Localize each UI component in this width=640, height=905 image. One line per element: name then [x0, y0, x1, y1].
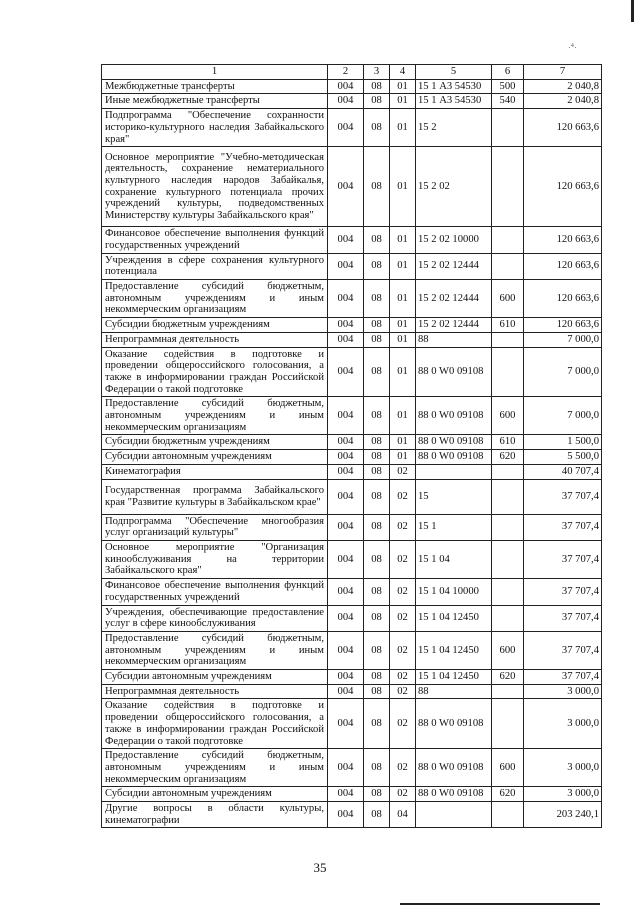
row-section-code: 08	[364, 332, 390, 347]
row-subsection-code: 01	[390, 94, 416, 109]
row-target-code: 15 2 02 12444	[416, 318, 492, 333]
row-target-code: 88 0 W0 09108	[416, 699, 492, 749]
row-ministry-code: 004	[328, 147, 364, 227]
row-target-code: 15 1 04	[416, 540, 492, 578]
table-row	[102, 579, 602, 605]
row-target-code: 88 0 W0 09108	[416, 749, 492, 787]
row-section-code: 08	[364, 579, 390, 605]
row-ministry-code: 004	[328, 684, 364, 699]
row-subsection-code: 02	[390, 684, 416, 699]
row-subsection-code: 01	[390, 109, 416, 147]
row-amount: 120 663,6	[524, 147, 602, 227]
table-row	[102, 464, 602, 479]
row-subsection-code: 01	[390, 332, 416, 347]
row-ministry-code: 004	[328, 253, 364, 279]
row-subsection-code: 01	[390, 347, 416, 397]
row-subsection-code: 02	[390, 579, 416, 605]
table-row	[102, 79, 602, 94]
row-ministry-code: 004	[328, 464, 364, 479]
row-amount: 3 000,0	[524, 684, 602, 699]
row-target-code: 15 1 04 12450	[416, 605, 492, 631]
row-ministry-code: 004	[328, 109, 364, 147]
header-col-2: 2	[328, 65, 364, 80]
table-row	[102, 318, 602, 333]
row-subsection-code: 02	[390, 787, 416, 802]
row-name: Оказание содействия в подготовке и проведении общероссийского голосования, а также в информировании граждан Российской Федерации о такой подготовке	[102, 699, 328, 749]
row-amount: 37 707,4	[524, 670, 602, 685]
table-row	[102, 749, 602, 787]
row-section-code: 08	[364, 253, 390, 279]
header-col-1: 1	[102, 65, 328, 80]
row-expense-type	[492, 699, 524, 749]
row-ministry-code: 004	[328, 699, 364, 749]
page-edge-mark	[631, 0, 634, 22]
row-amount: 40 707,4	[524, 464, 602, 479]
row-subsection-code: 01	[390, 147, 416, 227]
row-ministry-code: 004	[328, 227, 364, 253]
row-subsection-code: 02	[390, 631, 416, 669]
row-name: Предоставление субсидий бюджетным, автономным учреждениям и иным некоммерческим организациям	[102, 749, 328, 787]
row-subsection-code: 02	[390, 540, 416, 578]
row-subsection-code: 02	[390, 670, 416, 685]
table-row	[102, 332, 602, 347]
row-expense-type: 620	[492, 670, 524, 685]
header-col-4: 4	[390, 65, 416, 80]
row-subsection-code: 01	[390, 79, 416, 94]
row-amount: 37 707,4	[524, 605, 602, 631]
table-row	[102, 540, 602, 578]
row-section-code: 08	[364, 94, 390, 109]
table-row	[102, 253, 602, 279]
row-name: Предоставление субсидий бюджетным, автономным учреждениям и иным некоммерческим организациям	[102, 280, 328, 318]
row-name: Непрограммная деятельность	[102, 332, 328, 347]
row-name: Основное мероприятие "Организация кинообслуживания на территории Забайкальского края"	[102, 540, 328, 578]
row-target-code: 15 2 02 10000	[416, 227, 492, 253]
row-expense-type	[492, 147, 524, 227]
row-expense-type	[492, 579, 524, 605]
row-ministry-code: 004	[328, 332, 364, 347]
table-row	[102, 397, 602, 435]
table-row	[102, 94, 602, 109]
row-amount: 3 000,0	[524, 787, 602, 802]
row-expense-type: 620	[492, 787, 524, 802]
row-expense-type	[492, 464, 524, 479]
row-amount: 37 707,4	[524, 479, 602, 514]
row-subsection-code: 01	[390, 280, 416, 318]
row-ministry-code: 004	[328, 579, 364, 605]
row-amount: 120 663,6	[524, 109, 602, 147]
row-name: Оказание содействия в подготовке и проведении общероссийского голосования, а также в информировании граждан Российской Федерации о такой подготовке	[102, 347, 328, 397]
row-section-code: 08	[364, 605, 390, 631]
row-amount: 37 707,4	[524, 631, 602, 669]
row-target-code: 15 1	[416, 514, 492, 540]
row-expense-type	[492, 540, 524, 578]
table-row	[102, 450, 602, 465]
row-section-code: 08	[364, 435, 390, 450]
table-row	[102, 479, 602, 514]
row-name: Основное мероприятие "Учебно-методическая деятельность, сохранение нематериального культурного наследия народов Забайкалья, сохранение культурного потенциала прочих учреждений культуры, подведомственных Министерству культуры Забайкальского края"	[102, 147, 328, 227]
table-row	[102, 802, 602, 828]
row-ministry-code: 004	[328, 479, 364, 514]
row-ministry-code: 004	[328, 280, 364, 318]
budget-table	[101, 64, 602, 828]
row-name: Субсидии автономным учреждениям	[102, 787, 328, 802]
row-section-code: 08	[364, 347, 390, 397]
row-ministry-code: 004	[328, 540, 364, 578]
row-name: Субсидии автономным учреждениям	[102, 670, 328, 685]
table-row	[102, 147, 602, 227]
row-section-code: 08	[364, 699, 390, 749]
row-name: Межбюджетные трансферты	[102, 79, 328, 94]
row-subsection-code: 01	[390, 450, 416, 465]
row-amount: 37 707,4	[524, 579, 602, 605]
row-target-code: 88 0 W0 09108	[416, 435, 492, 450]
row-target-code: 15 2 02	[416, 147, 492, 227]
header-col-7: 7	[524, 65, 602, 80]
row-section-code: 08	[364, 684, 390, 699]
row-expense-type	[492, 514, 524, 540]
row-expense-type: 540	[492, 94, 524, 109]
row-expense-type	[492, 605, 524, 631]
row-amount: 2 040,8	[524, 94, 602, 109]
row-name: Подпрограмма "Обеспечение сохранности историко-культурного наследия Забайкальского края"	[102, 109, 328, 147]
row-target-code: 15 1 04 10000	[416, 579, 492, 605]
row-name: Субсидии бюджетным учреждениям	[102, 435, 328, 450]
row-name: Финансовое обеспечение выполнения функций государственных учреждений	[102, 579, 328, 605]
scan-mark: ·$^4$·	[568, 42, 577, 53]
row-subsection-code: 01	[390, 435, 416, 450]
row-target-code: 88 0 W0 09108	[416, 347, 492, 397]
row-ministry-code: 004	[328, 450, 364, 465]
row-name: Предоставление субсидий бюджетным, автономным учреждениям и иным некоммерческим организациям	[102, 397, 328, 435]
table-header-row	[102, 65, 602, 80]
row-ministry-code: 004	[328, 802, 364, 828]
row-ministry-code: 004	[328, 318, 364, 333]
row-amount: 3 000,0	[524, 699, 602, 749]
page-number: 35	[313, 860, 327, 875]
row-subsection-code: 02	[390, 699, 416, 749]
row-expense-type: 600	[492, 280, 524, 318]
row-subsection-code: 02	[390, 464, 416, 479]
row-target-code: 15 2 02 12444	[416, 253, 492, 279]
row-name: Другие вопросы в области культуры, кинематографии	[102, 802, 328, 828]
row-subsection-code: 04	[390, 802, 416, 828]
row-expense-type	[492, 347, 524, 397]
header-col-6: 6	[492, 65, 524, 80]
row-section-code: 08	[364, 79, 390, 94]
table-row	[102, 699, 602, 749]
row-expense-type: 500	[492, 79, 524, 94]
row-target-code: 15 1 А3 54530	[416, 79, 492, 94]
row-target-code: 15 1 А3 54530	[416, 94, 492, 109]
table-row	[102, 347, 602, 397]
row-expense-type	[492, 109, 524, 147]
row-amount: 3 000,0	[524, 749, 602, 787]
row-ministry-code: 004	[328, 605, 364, 631]
row-section-code: 08	[364, 631, 390, 669]
row-name: Подпрограмма "Обеспечение многообразия услуг организаций культуры"	[102, 514, 328, 540]
row-section-code: 08	[364, 397, 390, 435]
row-section-code: 08	[364, 147, 390, 227]
row-amount: 5 500,0	[524, 450, 602, 465]
row-amount: 37 707,4	[524, 540, 602, 578]
row-name: Кинематография	[102, 464, 328, 479]
table-body	[102, 79, 602, 828]
row-amount: 120 663,6	[524, 318, 602, 333]
row-section-code: 08	[364, 280, 390, 318]
row-ministry-code: 004	[328, 514, 364, 540]
table-row	[102, 227, 602, 253]
row-target-code: 15 2	[416, 109, 492, 147]
row-expense-type	[492, 479, 524, 514]
row-name: Субсидии автономным учреждениям	[102, 450, 328, 465]
row-expense-type	[492, 227, 524, 253]
row-section-code: 08	[364, 514, 390, 540]
header-col-3: 3	[364, 65, 390, 80]
row-target-code: 88 0 W0 09108	[416, 787, 492, 802]
row-expense-type: 600	[492, 397, 524, 435]
row-amount: 7 000,0	[524, 347, 602, 397]
row-ministry-code: 004	[328, 79, 364, 94]
row-amount: 2 040,8	[524, 79, 602, 94]
row-target-code: 15 2 02 12444	[416, 280, 492, 318]
row-subsection-code: 02	[390, 749, 416, 787]
row-ministry-code: 004	[328, 94, 364, 109]
row-target-code	[416, 464, 492, 479]
row-subsection-code: 01	[390, 318, 416, 333]
table-row	[102, 514, 602, 540]
table-row	[102, 670, 602, 685]
row-amount: 203 240,1	[524, 802, 602, 828]
row-amount: 1 500,0	[524, 435, 602, 450]
row-section-code: 08	[364, 479, 390, 514]
header-col-5: 5	[416, 65, 492, 80]
row-expense-type	[492, 332, 524, 347]
row-section-code: 08	[364, 670, 390, 685]
row-name: Учреждения, обеспечивающие предоставление услуг в сфере кинообслуживания	[102, 605, 328, 631]
row-subsection-code: 02	[390, 605, 416, 631]
row-name: Субсидии бюджетным учреждениям	[102, 318, 328, 333]
table-row	[102, 109, 602, 147]
row-amount: 120 663,6	[524, 227, 602, 253]
row-subsection-code: 02	[390, 479, 416, 514]
row-section-code: 08	[364, 450, 390, 465]
row-ministry-code: 004	[328, 670, 364, 685]
row-section-code: 08	[364, 318, 390, 333]
row-name: Предоставление субсидий бюджетным, автономным учреждениям и иным некоммерческим организациям	[102, 631, 328, 669]
budget-table-container	[101, 64, 601, 828]
row-ministry-code: 004	[328, 787, 364, 802]
row-expense-type: 610	[492, 318, 524, 333]
row-section-code: 08	[364, 464, 390, 479]
table-row	[102, 684, 602, 699]
row-target-code: 15	[416, 479, 492, 514]
table-row	[102, 631, 602, 669]
row-amount: 7 000,0	[524, 397, 602, 435]
row-target-code	[416, 802, 492, 828]
table-row	[102, 605, 602, 631]
row-amount: 120 663,6	[524, 253, 602, 279]
row-section-code: 08	[364, 787, 390, 802]
row-section-code: 08	[364, 227, 390, 253]
row-target-code: 88 0 W0 09108	[416, 397, 492, 435]
row-subsection-code: 01	[390, 253, 416, 279]
row-expense-type	[492, 684, 524, 699]
row-expense-type: 620	[492, 450, 524, 465]
row-expense-type: 610	[492, 435, 524, 450]
row-section-code: 08	[364, 749, 390, 787]
row-section-code: 08	[364, 802, 390, 828]
table-row	[102, 280, 602, 318]
row-subsection-code: 02	[390, 514, 416, 540]
row-amount: 37 707,4	[524, 514, 602, 540]
row-subsection-code: 01	[390, 397, 416, 435]
row-target-code: 88	[416, 684, 492, 699]
row-name: Непрограммная деятельность	[102, 684, 328, 699]
row-section-code: 08	[364, 540, 390, 578]
row-target-code: 15 1 04 12450	[416, 670, 492, 685]
row-name: Учреждения в сфере сохранения культурного потенциала	[102, 253, 328, 279]
row-amount: 120 663,6	[524, 280, 602, 318]
row-ministry-code: 004	[328, 347, 364, 397]
row-target-code: 88	[416, 332, 492, 347]
row-expense-type: 600	[492, 631, 524, 669]
row-name: Финансовое обеспечение выполнения функций государственных учреждений	[102, 227, 328, 253]
table-row	[102, 435, 602, 450]
row-ministry-code: 004	[328, 397, 364, 435]
row-target-code: 88 0 W0 09108	[416, 450, 492, 465]
row-ministry-code: 004	[328, 631, 364, 669]
row-ministry-code: 004	[328, 749, 364, 787]
row-ministry-code: 004	[328, 435, 364, 450]
row-expense-type	[492, 802, 524, 828]
row-name: Государственная программа Забайкальского края "Развитие культуры в Забайкальском крае"	[102, 479, 328, 514]
row-name: Иные межбюджетные трансферты	[102, 94, 328, 109]
table-row	[102, 787, 602, 802]
row-target-code: 15 1 04 12450	[416, 631, 492, 669]
row-expense-type: 600	[492, 749, 524, 787]
row-expense-type	[492, 253, 524, 279]
row-section-code: 08	[364, 109, 390, 147]
row-amount: 7 000,0	[524, 332, 602, 347]
row-subsection-code: 01	[390, 227, 416, 253]
